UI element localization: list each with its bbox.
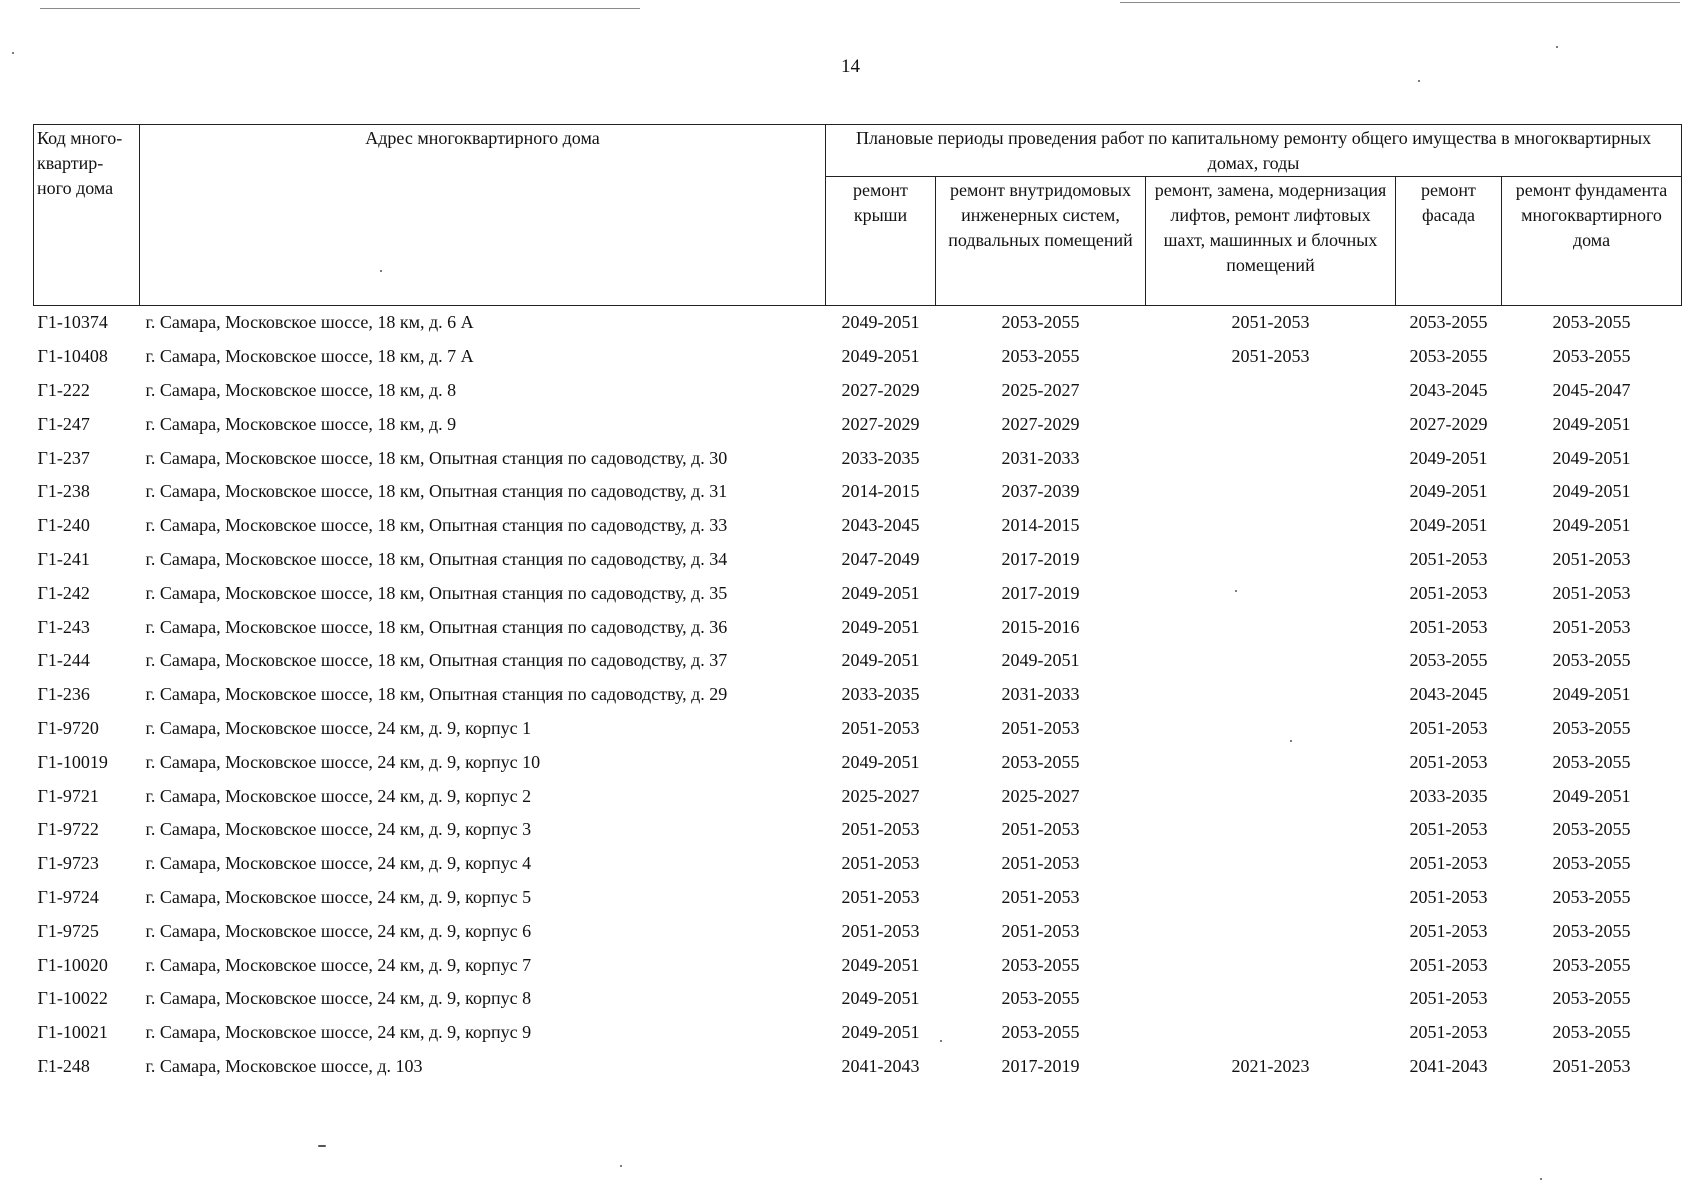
- house-address-cell: г. Самара, Московское шоссе, д. 103: [145, 1055, 423, 1076]
- house-code-cell: Г1-10374: [37, 312, 108, 333]
- elevator-period-cell: 2051-2053: [1231, 312, 1310, 333]
- house-address-cell: г. Самара, Московское шоссе, 18 км, д. 8: [145, 379, 457, 400]
- header-roof-repair: ремонт крыши: [826, 177, 936, 306]
- foundation-period-cell: 2049-2051: [1552, 785, 1631, 806]
- foundation-period-cell: 2051-2053: [1552, 1055, 1631, 1076]
- house-code-cell: Г1-9724: [37, 886, 99, 907]
- foundation-period-cell: 2053-2055: [1552, 853, 1631, 874]
- house-address-cell: г. Самара, Московское шоссе, 18 км, д. 7 А: [145, 346, 474, 367]
- table-body: [34, 306, 1682, 1084]
- roof-period-cell: 2051-2053: [841, 853, 920, 874]
- header-row-group: [34, 125, 1682, 177]
- roof-period-cell: 2041-2043: [841, 1055, 920, 1076]
- page-number: 14: [841, 56, 860, 77]
- roof-period-cell: 2049-2051: [841, 346, 920, 367]
- elevator-period-cell: 2021-2023: [1231, 1055, 1310, 1076]
- table-row: [34, 306, 1682, 340]
- roof-period-cell: 2043-2045: [841, 515, 920, 536]
- facade-period-cell: 2051-2053: [1409, 582, 1488, 603]
- house-address-cell: г. Самара, Московское шоссе, 18 км, Опытная станция по садоводству, д. 36: [145, 616, 728, 637]
- table-row: [34, 813, 1682, 847]
- facade-period-cell: 2051-2053: [1409, 751, 1488, 772]
- scan-edge-line: [40, 8, 640, 9]
- roof-period-cell: 2027-2029: [841, 379, 920, 400]
- elevator-period-cell: [1146, 543, 1396, 577]
- house-address-cell: г. Самара, Московское шоссе, 18 км, д. 6 А: [145, 312, 474, 333]
- house-address-cell: г. Самара, Московское шоссе, 18 км, Опытная станция по садоводству, д. 34: [145, 548, 728, 569]
- foundation-period-cell: 2053-2055: [1552, 650, 1631, 671]
- table-row: [34, 982, 1682, 1016]
- elevator-period-cell: [1146, 745, 1396, 779]
- foundation-period-cell: 2053-2055: [1552, 819, 1631, 840]
- house-code-cell: Г1-237: [37, 447, 90, 468]
- elevator-period-cell: [1146, 644, 1396, 678]
- house-address-cell: г. Самара, Московское шоссе, 18 км, Опытная станция по садоводству, д. 37: [145, 650, 728, 671]
- facade-period-cell: 2041-2043: [1409, 1055, 1488, 1076]
- roof-period-cell: 2049-2051: [841, 650, 920, 671]
- roof-period-cell: 2051-2053: [841, 920, 920, 941]
- house-code-cell: Г1-10021: [37, 1022, 108, 1043]
- table-row: [34, 1050, 1682, 1084]
- header-house-code: Код много-квартир-ного дома: [34, 125, 140, 306]
- house-address-cell: г. Самара, Московское шоссе, 24 км, д. 9, корпус 2: [145, 785, 532, 806]
- facade-period-cell: 2049-2051: [1409, 481, 1488, 502]
- engineering-period-cell: 2027-2029: [1001, 413, 1080, 434]
- house-address-cell: г. Самара, Московское шоссе, 24 км, д. 9, корпус 1: [145, 717, 532, 738]
- house-code-cell: Г1-9725: [37, 920, 99, 941]
- engineering-period-cell: 2053-2055: [1001, 751, 1080, 772]
- foundation-period-cell: 2053-2055: [1552, 954, 1631, 975]
- roof-period-cell: 2049-2051: [841, 312, 920, 333]
- engineering-period-cell: 2053-2055: [1001, 346, 1080, 367]
- facade-period-cell: 2051-2053: [1409, 853, 1488, 874]
- roof-period-cell: 2033-2035: [841, 684, 920, 705]
- table-row: [34, 509, 1682, 543]
- elevator-period-cell: [1146, 813, 1396, 847]
- engineering-period-cell: 2051-2053: [1001, 920, 1080, 941]
- house-code-cell: Г1-244: [37, 650, 90, 671]
- elevator-period-cell: [1146, 576, 1396, 610]
- house-address-cell: г. Самара, Московское шоссе, 18 км, Опытная станция по садоводству, д. 30: [145, 447, 728, 468]
- roof-period-cell: 2051-2053: [841, 886, 920, 907]
- scan-edge-line: [1120, 2, 1680, 3]
- table-row: [34, 576, 1682, 610]
- facade-period-cell: 2051-2053: [1409, 616, 1488, 637]
- facade-period-cell: 2033-2035: [1409, 785, 1488, 806]
- facade-period-cell: 2051-2053: [1409, 954, 1488, 975]
- header-planned-periods: Плановые периоды проведения работ по капитальному ремонту общего имущества в многоквартирных домах, годы: [826, 125, 1682, 177]
- facade-period-cell: 2051-2053: [1409, 819, 1488, 840]
- facade-period-cell: 2043-2045: [1409, 379, 1488, 400]
- facade-period-cell: 2051-2053: [1409, 988, 1488, 1009]
- table-row: [34, 374, 1682, 408]
- facade-period-cell: 2051-2053: [1409, 920, 1488, 941]
- table-row: [34, 745, 1682, 779]
- house-code-cell: Г1-9720: [37, 717, 99, 738]
- header-engineering-repair: ремонт внутридомовых инженерных систем, подвальных помещений: [936, 177, 1146, 306]
- engineering-period-cell: 2051-2053: [1001, 853, 1080, 874]
- house-code-cell: Г1-9722: [37, 819, 99, 840]
- foundation-period-cell: 2049-2051: [1552, 413, 1631, 434]
- house-code-cell: Г1-247: [37, 413, 90, 434]
- roof-period-cell: 2051-2053: [841, 717, 920, 738]
- engineering-period-cell: 2053-2055: [1001, 312, 1080, 333]
- foundation-period-cell: 2051-2053: [1552, 548, 1631, 569]
- elevator-period-cell: [1146, 712, 1396, 746]
- elevator-period-cell: [1146, 982, 1396, 1016]
- engineering-period-cell: 2017-2019: [1001, 548, 1080, 569]
- table-row: [34, 543, 1682, 577]
- house-address-cell: г. Самара, Московское шоссе, 24 км, д. 9, корпус 9: [145, 1022, 532, 1043]
- house-address-cell: г. Самара, Московское шоссе, 24 км, д. 9, корпус 8: [145, 988, 532, 1009]
- facade-period-cell: 2053-2055: [1409, 346, 1488, 367]
- table-row: [34, 881, 1682, 915]
- table-header: [34, 125, 1682, 306]
- foundation-period-cell: 2053-2055: [1552, 751, 1631, 772]
- house-address-cell: г. Самара, Московское шоссе, 18 км, Опытная станция по садоводству, д. 35: [145, 582, 728, 603]
- facade-period-cell: 2049-2051: [1409, 515, 1488, 536]
- elevator-period-cell: [1146, 509, 1396, 543]
- engineering-period-cell: 2025-2027: [1001, 379, 1080, 400]
- table-row: [34, 610, 1682, 644]
- elevator-period-cell: 2051-2053: [1231, 346, 1310, 367]
- foundation-period-cell: 2049-2051: [1552, 481, 1631, 502]
- roof-period-cell: 2049-2051: [841, 954, 920, 975]
- engineering-period-cell: 2051-2053: [1001, 886, 1080, 907]
- house-code-cell: Г1-10408: [37, 346, 108, 367]
- house-address-cell: г. Самара, Московское шоссе, 24 км, д. 9, корпус 3: [145, 819, 532, 840]
- elevator-period-cell: [1146, 610, 1396, 644]
- table-row: [34, 340, 1682, 374]
- elevator-period-cell: [1146, 374, 1396, 408]
- engineering-period-cell: 2015-2016: [1001, 616, 1080, 637]
- table-row: [34, 475, 1682, 509]
- foundation-period-cell: 2053-2055: [1552, 886, 1631, 907]
- facade-period-cell: 2051-2053: [1409, 548, 1488, 569]
- facade-period-cell: 2053-2055: [1409, 312, 1488, 333]
- house-address-cell: г. Самара, Московское шоссе, 18 км, Опытная станция по садоводству, д. 33: [145, 515, 728, 536]
- foundation-period-cell: 2053-2055: [1552, 312, 1631, 333]
- facade-period-cell: 2049-2051: [1409, 447, 1488, 468]
- elevator-period-cell: [1146, 678, 1396, 712]
- table-row: [34, 441, 1682, 475]
- table-row: [34, 712, 1682, 746]
- foundation-period-cell: 2053-2055: [1552, 346, 1631, 367]
- facade-period-cell: 2043-2045: [1409, 684, 1488, 705]
- roof-period-cell: 2047-2049: [841, 548, 920, 569]
- engineering-period-cell: 2031-2033: [1001, 684, 1080, 705]
- roof-period-cell: 2049-2051: [841, 1022, 920, 1043]
- elevator-period-cell: [1146, 881, 1396, 915]
- roof-period-cell: 2025-2027: [841, 785, 920, 806]
- engineering-period-cell: 2053-2055: [1001, 954, 1080, 975]
- repair-schedule-table: [33, 124, 1682, 1083]
- elevator-period-cell: [1146, 948, 1396, 982]
- house-code-cell: Г1-9721: [37, 785, 99, 806]
- roof-period-cell: 2049-2051: [841, 582, 920, 603]
- table-row: [34, 678, 1682, 712]
- facade-period-cell: 2051-2053: [1409, 1022, 1488, 1043]
- house-code-cell: Г1-242: [37, 582, 90, 603]
- foundation-period-cell: 2045-2047: [1552, 379, 1631, 400]
- house-code-cell: Г1-10020: [37, 954, 108, 975]
- roof-period-cell: 2014-2015: [841, 481, 920, 502]
- house-address-cell: г. Самара, Московское шоссе, 24 км, д. 9, корпус 5: [145, 886, 532, 907]
- engineering-period-cell: 2017-2019: [1001, 582, 1080, 603]
- engineering-period-cell: 2037-2039: [1001, 481, 1080, 502]
- house-code-cell: Г1-9723: [37, 853, 99, 874]
- engineering-period-cell: 2025-2027: [1001, 785, 1080, 806]
- engineering-period-cell: 2031-2033: [1001, 447, 1080, 468]
- elevator-period-cell: [1146, 475, 1396, 509]
- roof-period-cell: 2033-2035: [841, 447, 920, 468]
- house-code-cell: Г1-10019: [37, 751, 108, 772]
- house-code-cell: Г1-222: [37, 379, 90, 400]
- header-house-address: Адрес многоквартирного дома: [140, 125, 826, 306]
- elevator-period-cell: [1146, 779, 1396, 813]
- roof-period-cell: 2051-2053: [841, 819, 920, 840]
- roof-period-cell: 2049-2051: [841, 616, 920, 637]
- foundation-period-cell: 2053-2055: [1552, 988, 1631, 1009]
- elevator-period-cell: [1146, 441, 1396, 475]
- engineering-period-cell: 2049-2051: [1001, 650, 1080, 671]
- elevator-period-cell: [1146, 1016, 1396, 1050]
- house-address-cell: г. Самара, Московское шоссе, 24 км, д. 9, корпус 6: [145, 920, 532, 941]
- house-address-cell: г. Самара, Московское шоссе, 24 км, д. 9, корпус 10: [145, 751, 541, 772]
- house-address-cell: г. Самара, Московское шоссе, 24 км, д. 9, корпус 4: [145, 853, 532, 874]
- facade-period-cell: 2051-2053: [1409, 886, 1488, 907]
- facade-period-cell: 2053-2055: [1409, 650, 1488, 671]
- foundation-period-cell: 2049-2051: [1552, 447, 1631, 468]
- foundation-period-cell: 2049-2051: [1552, 515, 1631, 536]
- foundation-period-cell: 2053-2055: [1552, 1022, 1631, 1043]
- foundation-period-cell: 2049-2051: [1552, 684, 1631, 705]
- house-code-cell: Г1-236: [37, 684, 90, 705]
- house-code-cell: Г1-243: [37, 616, 90, 637]
- engineering-period-cell: 2053-2055: [1001, 988, 1080, 1009]
- house-code-cell: Г1-241: [37, 548, 90, 569]
- header-elevator-repair: ремонт, замена, модернизация лифтов, ремонт лифтовых шахт, машинных и блочных помещений: [1146, 177, 1396, 306]
- house-address-cell: г. Самара, Московское шоссе, 18 км, Опытная станция по садоводству, д. 29: [145, 684, 728, 705]
- table-row: [34, 948, 1682, 982]
- table-row: [34, 779, 1682, 813]
- engineering-period-cell: 2053-2055: [1001, 1022, 1080, 1043]
- roof-period-cell: 2049-2051: [841, 988, 920, 1009]
- foundation-period-cell: 2053-2055: [1552, 717, 1631, 738]
- engineering-period-cell: 2051-2053: [1001, 819, 1080, 840]
- engineering-period-cell: 2014-2015: [1001, 515, 1080, 536]
- elevator-period-cell: [1146, 407, 1396, 441]
- roof-period-cell: 2027-2029: [841, 413, 920, 434]
- table-row: [34, 914, 1682, 948]
- header-foundation-repair: ремонт фундамента многоквартирного дома: [1502, 177, 1682, 306]
- facade-period-cell: 2027-2029: [1409, 413, 1488, 434]
- table-row: [34, 644, 1682, 678]
- house-code-cell: Г1-10022: [37, 988, 108, 1009]
- roof-period-cell: 2049-2051: [841, 751, 920, 772]
- table-row: [34, 407, 1682, 441]
- engineering-period-cell: 2051-2053: [1001, 717, 1080, 738]
- house-code-cell: Г1-248: [37, 1055, 90, 1076]
- house-code-cell: Г1-240: [37, 515, 90, 536]
- table-row: [34, 847, 1682, 881]
- foundation-period-cell: 2051-2053: [1552, 616, 1631, 637]
- facade-period-cell: 2051-2053: [1409, 717, 1488, 738]
- header-facade-repair: ремонт фасада: [1396, 177, 1502, 306]
- foundation-period-cell: 2053-2055: [1552, 920, 1631, 941]
- table-row: [34, 1016, 1682, 1050]
- house-address-cell: г. Самара, Московское шоссе, 18 км, д. 9: [145, 413, 457, 434]
- elevator-period-cell: [1146, 847, 1396, 881]
- foundation-period-cell: 2051-2053: [1552, 582, 1631, 603]
- elevator-period-cell: [1146, 914, 1396, 948]
- engineering-period-cell: 2017-2019: [1001, 1055, 1080, 1076]
- house-address-cell: г. Самара, Московское шоссе, 18 км, Опытная станция по садоводству, д. 31: [145, 481, 728, 502]
- house-address-cell: г. Самара, Московское шоссе, 24 км, д. 9, корпус 7: [145, 954, 532, 975]
- house-code-cell: Г1-238: [37, 481, 90, 502]
